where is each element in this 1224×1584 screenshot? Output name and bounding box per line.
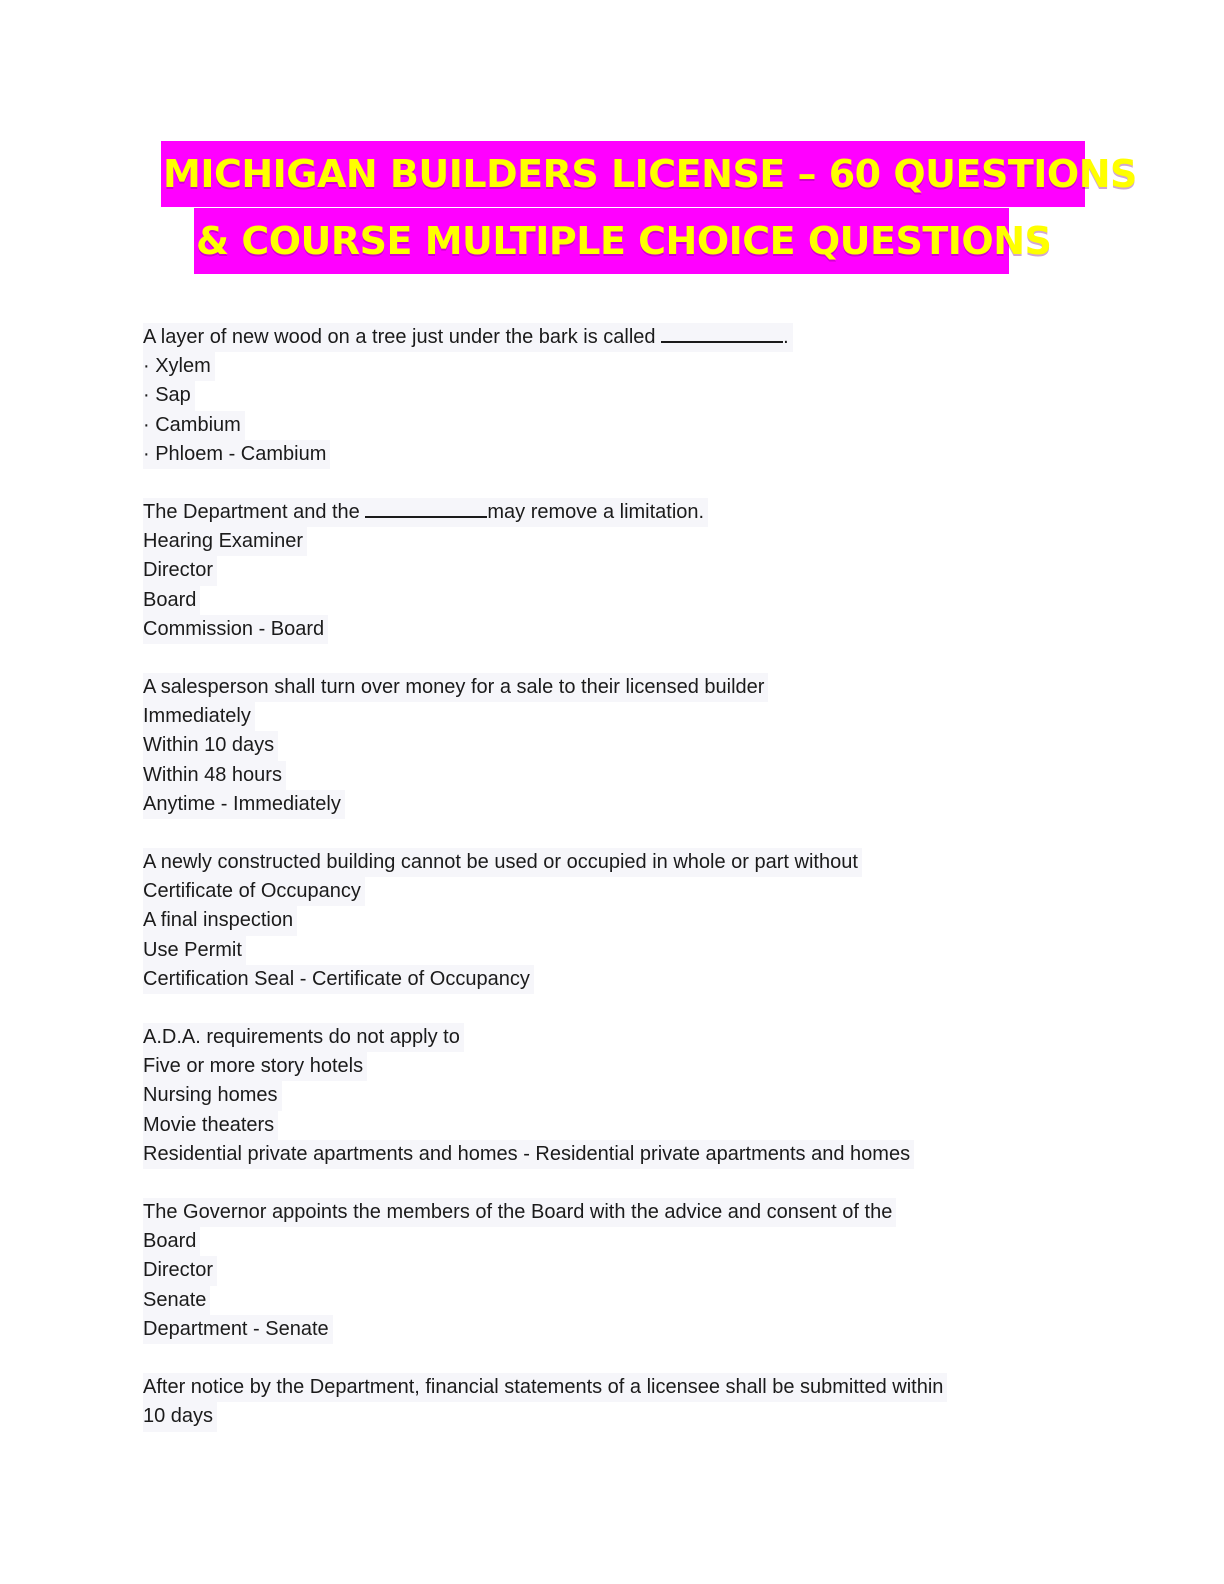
question-7 [143, 1373, 1103, 1431]
answer-option: Immediately [143, 702, 255, 731]
question-prompt: A newly constructed building cannot be used or occupied in whole or part without [143, 848, 862, 877]
answer-option: Senate [143, 1286, 210, 1315]
answer-option: Certification Seal - Certificate of Occupancy [143, 965, 534, 994]
prompt-text-after: may remove a limitation. [487, 501, 705, 524]
answer-option: Nursing homes [143, 1081, 282, 1110]
answer-option: Hearing Examiner [143, 527, 307, 556]
question-prompt: After notice by the Department, financial statements of a licensee shall be submitted within [143, 1373, 947, 1402]
answer-option: 10 days [143, 1402, 217, 1431]
answer-option: · Xylem [143, 352, 215, 381]
answer-option: Director [143, 556, 217, 585]
document-title-line-1: MICHIGAN BUILDERS LICENSE – 60 QUESTIONS [161, 141, 1085, 207]
answer-option: · Cambium [143, 411, 245, 440]
answer-option: · Sap [143, 381, 195, 410]
answer-option: Certificate of Occupancy [143, 877, 365, 906]
question-prompt: A salesperson shall turn over money for a sale to their licensed builder [143, 673, 768, 702]
fill-in-blank [365, 502, 487, 518]
answer-option: Residential private apartments and homes - Residential private apartments and homes [143, 1140, 914, 1169]
answer-option: Board [143, 586, 200, 615]
question-list [143, 323, 1103, 1461]
answer-option: Within 48 hours [143, 761, 286, 790]
answer-option: Director [143, 1256, 217, 1285]
question-4 [143, 848, 1103, 994]
answer-option: Use Permit [143, 936, 246, 965]
question-5 [143, 1023, 1103, 1169]
answer-option: Five or more story hotels [143, 1052, 367, 1081]
answer-option: A final inspection [143, 906, 297, 935]
question-prompt [143, 323, 793, 352]
question-prompt: A.D.A. requirements do not apply to [143, 1023, 464, 1052]
answer-option: Anytime - Immediately [143, 790, 345, 819]
fill-in-blank [661, 327, 783, 343]
question-6 [143, 1198, 1103, 1344]
answer-option: Movie theaters [143, 1111, 278, 1140]
document-title-line-2: & COURSE MULTIPLE CHOICE QUESTIONS [194, 208, 1009, 274]
question-prompt [143, 498, 708, 527]
answer-option: Department - Senate [143, 1315, 333, 1344]
question-prompt: The Governor appoints the members of the Board with the advice and consent of the [143, 1198, 896, 1227]
answer-option: Board [143, 1227, 200, 1256]
question-1 [143, 323, 1103, 469]
prompt-text-before: The Department and the [143, 501, 366, 524]
answer-option: Commission - Board [143, 615, 328, 644]
question-3 [143, 673, 1103, 819]
answer-option: Within 10 days [143, 731, 278, 760]
answer-option: · Phloem - Cambium [143, 440, 330, 469]
prompt-text-after: . [783, 326, 789, 348]
question-2 [143, 498, 1103, 644]
prompt-text-before: A layer of new wood on a tree just under the bark is called [143, 326, 662, 348]
